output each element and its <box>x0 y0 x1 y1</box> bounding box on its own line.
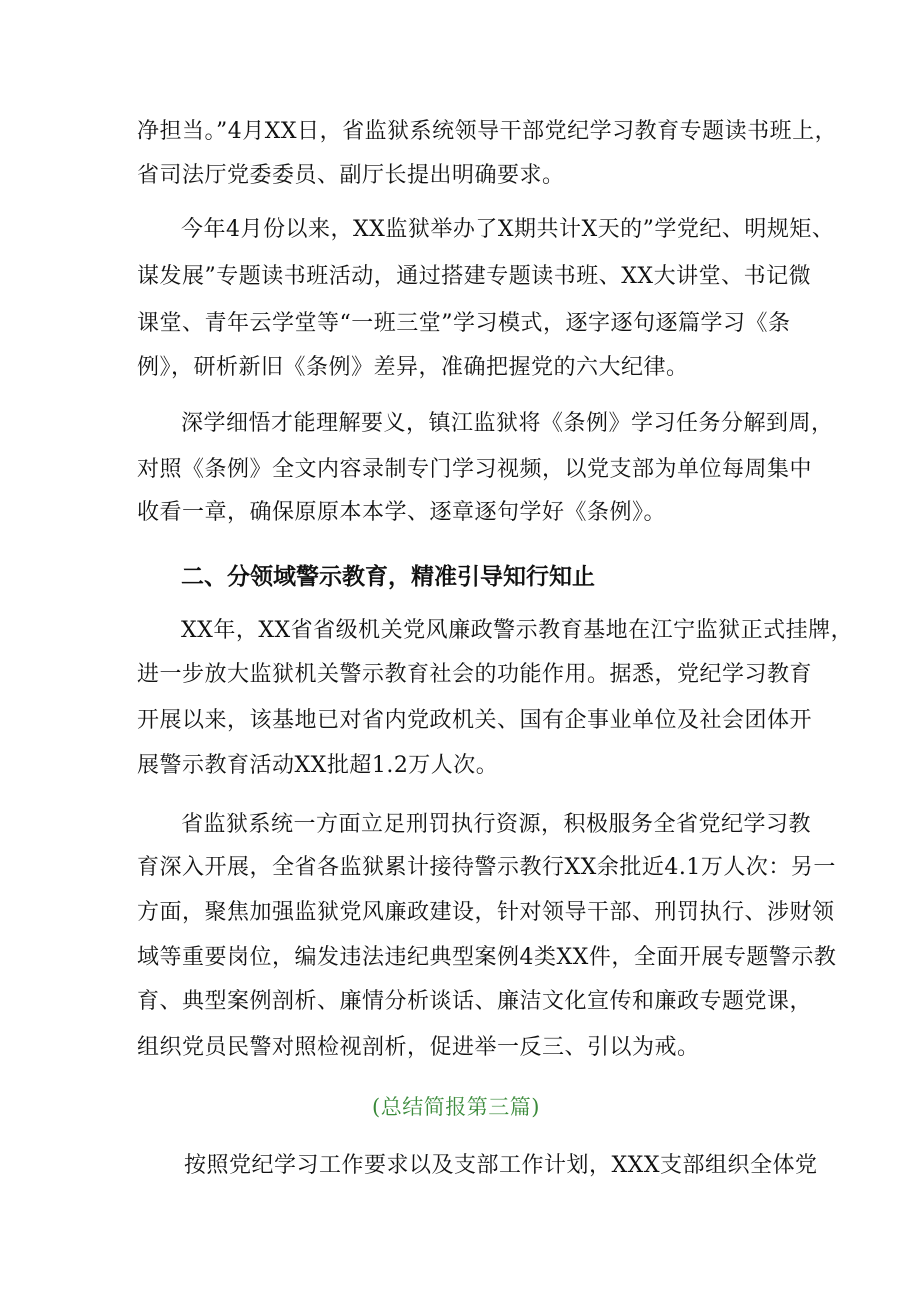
text-line: 育深入开展，全省各监狱累计接待警示教行XX余批近4.1万人次：另一 <box>137 855 836 880</box>
text-line: 谋发展”专题读书班活动，通过搭建专题读书班、XX大讲堂、书记微 <box>137 264 812 289</box>
paragraph-first-line: XX年，XX省省级机关党风廉政警示教育基地在江宁监狱正式挂牌， <box>181 618 854 643</box>
text-line: 组织党员民警对照检视剖析，促进举一反三、引以为戒。 <box>137 1035 700 1060</box>
text-line: 域等重要岗位，编发违法违纪典型案例4类XX件，全面开展专题警示教 <box>137 945 837 970</box>
section-caption: (总结简报第三篇) <box>372 1095 540 1119</box>
text-line: 开展以来，该基地已对省内党政机关、国有企事业单位及社会团体开 <box>137 708 813 733</box>
paragraph-first-line: 省监狱系统一方面立足刑罚执行资源，积极服务全省党纪学习教 <box>181 812 812 837</box>
paragraph-first-line: 按照党纪学习工作要求以及支部工作计划，XXX支部组织全体党 <box>184 1153 818 1178</box>
text-line: 例》，研析新旧《条例》差异，准确把握党的六大纪律。 <box>137 355 689 380</box>
text-line: 展警示教育活动XX批超1.2万人次。 <box>137 753 499 778</box>
text-line: 课堂、青年云学堂等“一班三堂”学习模式，逐字逐句逐篇学习《条 <box>137 311 791 336</box>
text-line: 方面，聚焦加强监狱党风廉政建设，针对领导干部、刑罚执行、涉财领 <box>137 900 835 925</box>
text-line: 对照《条例》全文内容录制专门学习视频，以党支部为单位每周集中 <box>137 457 813 482</box>
text-line: 净担当。”4月XX日，省监狱系统领导干部党纪学习教育专题读书班上， <box>137 119 838 144</box>
text-line: 进一步放大监狱机关警示教育社会的功能作用。据悉，党纪学习教育 <box>137 662 813 687</box>
text-line: 育、典型案例剖析、廉情分析谈话、廉洁文化宣传和廉政专题党课， <box>137 989 813 1014</box>
text-line: 省司法厅党委委员、副厅长提出明确要求。 <box>137 163 565 188</box>
paragraph-first-line: 深学细悟才能理解要义，镇江监狱将《条例》学习任务分解到周， <box>181 411 834 436</box>
paragraph-first-line: 今年4月份以来，XX监狱举办了X期共计X天的”学党纪、明规矩、 <box>181 217 835 242</box>
section-heading: 二、分领域警示教育，精准引导知行知止 <box>181 564 595 590</box>
text-line: 收看一章，确保原原本本学、逐章逐句学好《条例》。 <box>137 500 667 525</box>
